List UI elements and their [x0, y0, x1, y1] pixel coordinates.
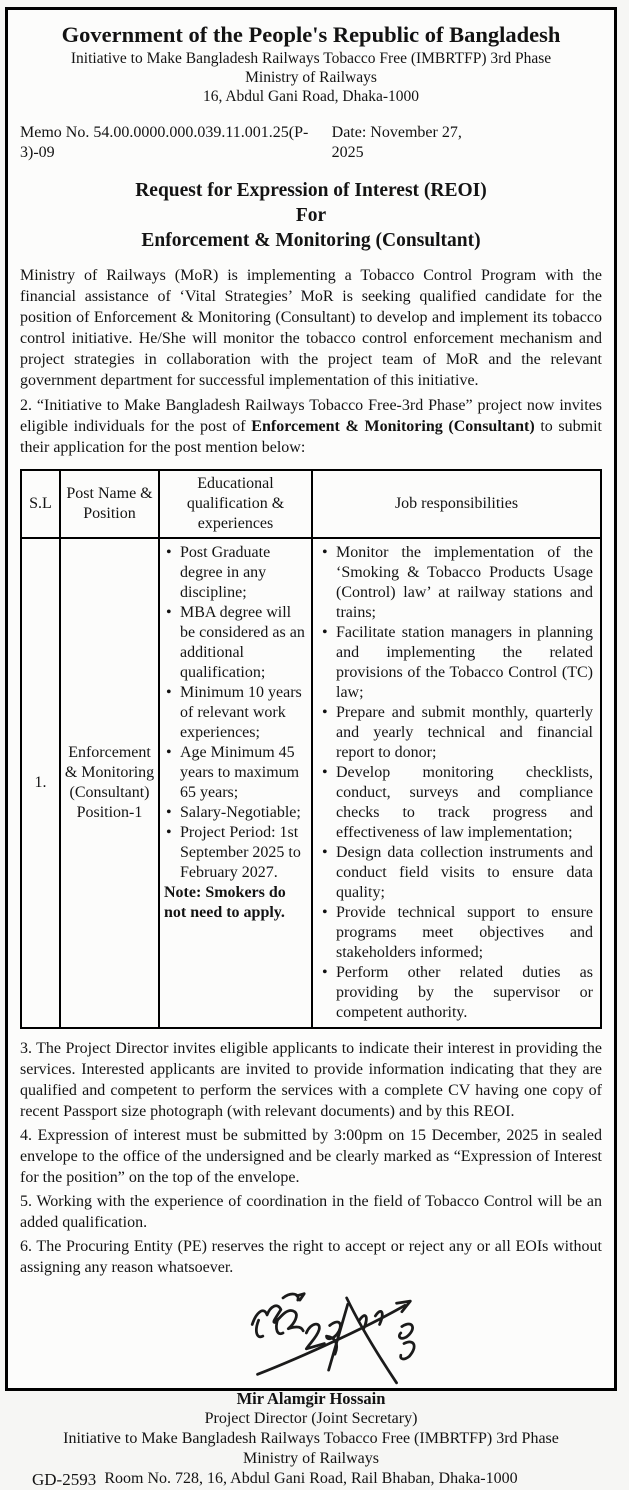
list-item: • Perform other related duties as providing by the supervisor or competent authority. [320, 963, 593, 1023]
table-header-row [21, 470, 601, 538]
doc-title-line2: For [295, 205, 327, 226]
list-item: • Monitor the implementation of the ‘Smoking & Tobacco Products Usage (Control) law’ at railway stations and trains; [320, 543, 593, 623]
document-title [20, 178, 602, 253]
cell-education [159, 538, 312, 1028]
paragraph-2-post: to submit their application for the post mention below: [20, 418, 602, 456]
government-title: Government of the People's Republic of Bangladesh [61, 22, 561, 47]
cell-post-name: Enforcement & Monitoring (Consultant) Position-1 [60, 538, 159, 1028]
signature-scribble [244, 1282, 426, 1386]
paragraph-2-post-name: Enforcement & Monitoring (Consultant) [251, 418, 535, 435]
memo-number: Memo No. 54.00.0000.000.039.11.001.25(P-3)-09 [20, 124, 309, 161]
memo-date: Date: November 27, 2025 [331, 124, 462, 161]
smokers-note: Note: Smokers do not need to apply. [164, 884, 286, 921]
project-name-line: Initiative to Make Bangladesh Railways Tobacco Free (IMBRTFP) 3rd Phase [70, 50, 552, 67]
responsibilities-list [320, 543, 593, 1023]
signature-area [20, 1282, 602, 1388]
header-sl: S.L [21, 470, 60, 538]
list-item: • Design data collection instruments and conduct field visits to ensure data quality; [320, 843, 593, 903]
list-item: • Post Graduate degree in any discipline; [164, 543, 309, 603]
table-row [21, 538, 601, 1028]
header-education: Educational qualification & experiences [159, 470, 312, 538]
ministry-line: Ministry of Railways [245, 69, 377, 86]
list-item: • Develop monitoring checklists, conduct, surveys and compliance checks to track progress and effectiveness of law implementation; [320, 763, 593, 843]
document-border [5, 7, 617, 1489]
post-details-table [20, 469, 602, 1029]
signatory-designation: Project Director (Joint Secretary) [204, 1410, 418, 1427]
list-item: • Project Period: 1st September 2025 to February 2027. [164, 823, 309, 883]
paragraph-3: 3. The Project Director invites eligible applicants to indicate their interest in providing the services. Interested applicants are invited to provide information indicating that they are qualified and competent to perform the services with a complete CV having one copy of recent Passport size photograph (with relevant documents) and by this REOI. [20, 1040, 602, 1120]
list-item: • Facilitate station managers in planning and implementing the related provisions of the Tobacco Control (TC) law; [320, 623, 593, 703]
paragraph-2 [20, 395, 602, 458]
doc-title-line3: Enforcement & Monitoring (Consultant) [141, 230, 481, 251]
cell-serial: 1. [21, 538, 60, 1028]
list-item: • Prepare and submit monthly, quarterly and yearly technical and financial report to donor; [320, 703, 593, 763]
cell-responsibilities [312, 538, 601, 1028]
office-address: Room No. 728, 16, Abdul Gani Road, Rail Bhaban, Dhaka-1000 [104, 1470, 518, 1487]
paragraph-4: 4. Expression of interest must be submitted by 3:00pm on 15 December, 2025 in sealed envelope to the office of the undersigned and be clearly marked as “Expression of Interest for the position” on the top of the envelope. [20, 1127, 602, 1186]
memo-date-row [20, 123, 602, 163]
signatory-name: Mir Alamgir Hossain [236, 1389, 386, 1408]
doc-title-line1: Request for Expression of Interest (REOI) [135, 180, 487, 201]
header-job: Job responsibilities [312, 470, 601, 538]
list-item: • Minimum 10 years of relevant work experiences; [164, 683, 309, 743]
education-list [164, 543, 309, 883]
list-item: • Age Minimum 45 years to maximum 65 years; [164, 743, 309, 803]
paragraph-2-pre: 2. “Initiative to Make Bangladesh Railways Tobacco Free-3rd Phase” project now invites eligible individuals for the post of [20, 397, 602, 435]
footer-row [20, 1469, 602, 1489]
list-item: • Provide technical support to ensure programs meet objectives and stakeholders informed; [320, 903, 593, 963]
list-item: • Salary-Negotiable; [164, 803, 309, 823]
address-line: 16, Abdul Gani Road, Dhaka-1000 [202, 88, 420, 105]
gd-number: GD-2593 [32, 1470, 97, 1489]
signatory-project: Initiative to Make Bangladesh Railways Tobacco Free (IMBRTFP) 3rd Phase [63, 1430, 559, 1447]
list-item: • MBA degree will be considered as an additional qualification; [164, 603, 309, 683]
paragraph-intro: Ministry of Railways (MoR) is implementing a Tobacco Control Program with the financial assistance of ‘Vital Strategies’ MoR is seeking qualified candidate for the position of Enforcement & Monitoring (Consultant) to develop and implement its tobacco control initiative. He/She will monitor the tobacco control enforcement mechanism and project strategies in collaboration with the project team of MoR and the relevant government department for successful implementation of this initiative. [20, 267, 602, 389]
paragraph-6: 6. The Procuring Entity (PE) reserves the right to accept or reject any or all EOIs without assigning any reason whatsoever. [20, 1238, 602, 1276]
paragraph-5: 5. Working with the experience of coordination in the field of Tobacco Control will be an added qualification. [20, 1193, 602, 1231]
header-post-name: Post Name & Position [60, 470, 159, 538]
signatory-ministry: Ministry of Railways [243, 1450, 379, 1467]
